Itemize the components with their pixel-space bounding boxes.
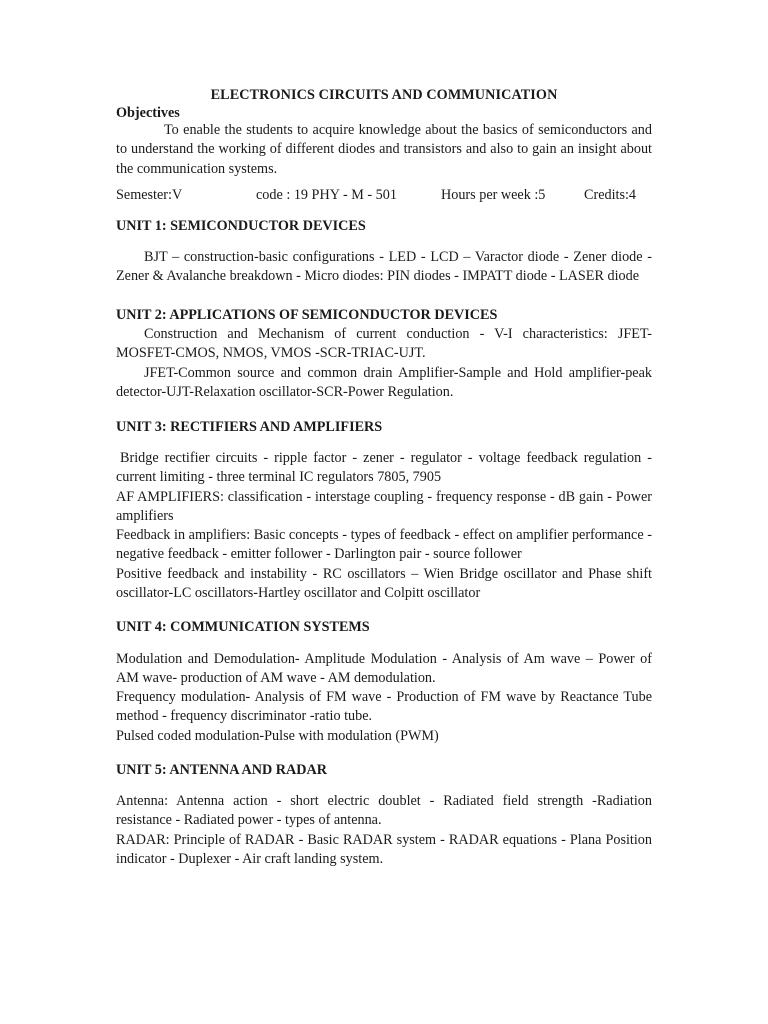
unit-3-paragraph: Positive feedback and instability - RC oscillators – Wien Bridge oscillator and Phase shift oscillator-LC oscillators-Hartley oscillator and Colpitt oscillator — [116, 566, 652, 602]
unit-2-paragraph: Construction and Mechanism of current conduction - V-I characteristics: JFET-MOSFET-CMOS, NMOS, VMOS -SCR-TRIAC-UJT. — [116, 326, 652, 362]
unit-5-heading: UNIT 5: ANTENNA AND RADAR — [116, 762, 327, 778]
unit-4-paragraph: Frequency modulation- Analysis of FM wave - Production of FM wave by Reactance Tube method - frequency discriminator -ratio tube. — [116, 689, 652, 725]
unit-3-heading: UNIT 3: RECTIFIERS AND AMPLIFIERS — [116, 419, 383, 435]
objectives-text: To enable the students to acquire knowledge about the basics of semiconductors and to understand the working of different diodes and transistors and also to gain an insight about the communication systems. — [116, 122, 652, 177]
semester-label: Semester:V — [116, 187, 183, 203]
unit-4-heading: UNIT 4: COMMUNICATION SYSTEMS — [116, 619, 370, 635]
course-info-row — [0, 186, 768, 206]
unit-1-heading: UNIT 1: SEMICONDUCTOR DEVICES — [116, 218, 366, 234]
unit-2-paragraph: JFET-Common source and common drain Amplifier-Sample and Hold amplifier-peak detector-UJT-Relaxation oscillator-SCR-Power Regulation. — [116, 365, 652, 401]
hours-per-week: Hours per week :5 — [441, 187, 546, 203]
unit-4-paragraph: Modulation and Demodulation- Amplitude Modulation - Analysis of Am wave – Power of AM wave- production of AM wave - AM demodulation. — [116, 651, 652, 687]
unit-1-paragraph: BJT – construction-basic configurations - LED - LCD – Varactor diode - Zener diode - Zener & Avalanche breakdown - Micro diodes: PIN diodes - IMPATT diode - LASER diode — [116, 249, 652, 285]
unit-4-paragraph: Pulsed coded modulation-Pulse with modulation (PWM) — [116, 728, 439, 744]
credits: Credits:4 — [584, 187, 637, 203]
document-title: ELECTRONICS CIRCUITS AND COMMUNICATION — [210, 87, 558, 103]
unit-3-paragraph: Bridge rectifier circuits - ripple factor - zener - regulator - voltage feedback regulation - current limiting - three terminal IC regulators 7805, 7905 — [116, 450, 652, 486]
unit-2-heading: UNIT 2: APPLICATIONS OF SEMICONDUCTOR DEVICES — [116, 307, 498, 323]
unit-5-paragraph: Antenna: Antenna action - short electric doublet - Radiated field strength -Radiation resistance - Radiated power - types of antenna. — [116, 793, 652, 829]
unit-5-paragraph: RADAR: Principle of RADAR - Basic RADAR system - RADAR equations - Plana Position indicator - Duplexer - Air craft landing system. — [116, 832, 652, 868]
objectives-heading: Objectives — [116, 105, 180, 121]
unit-3-paragraph: Feedback in amplifiers: Basic concepts - types of feedback - effect on amplifier performance - negative feedback - emitter follower - Darlington pair - source follower — [116, 527, 652, 563]
course-code: code : 19 PHY - M - 501 — [256, 187, 397, 203]
unit-3-paragraph: AF AMPLIFIERS: classification - interstage coupling - frequency response - dB gain - Power amplifiers — [116, 489, 652, 525]
